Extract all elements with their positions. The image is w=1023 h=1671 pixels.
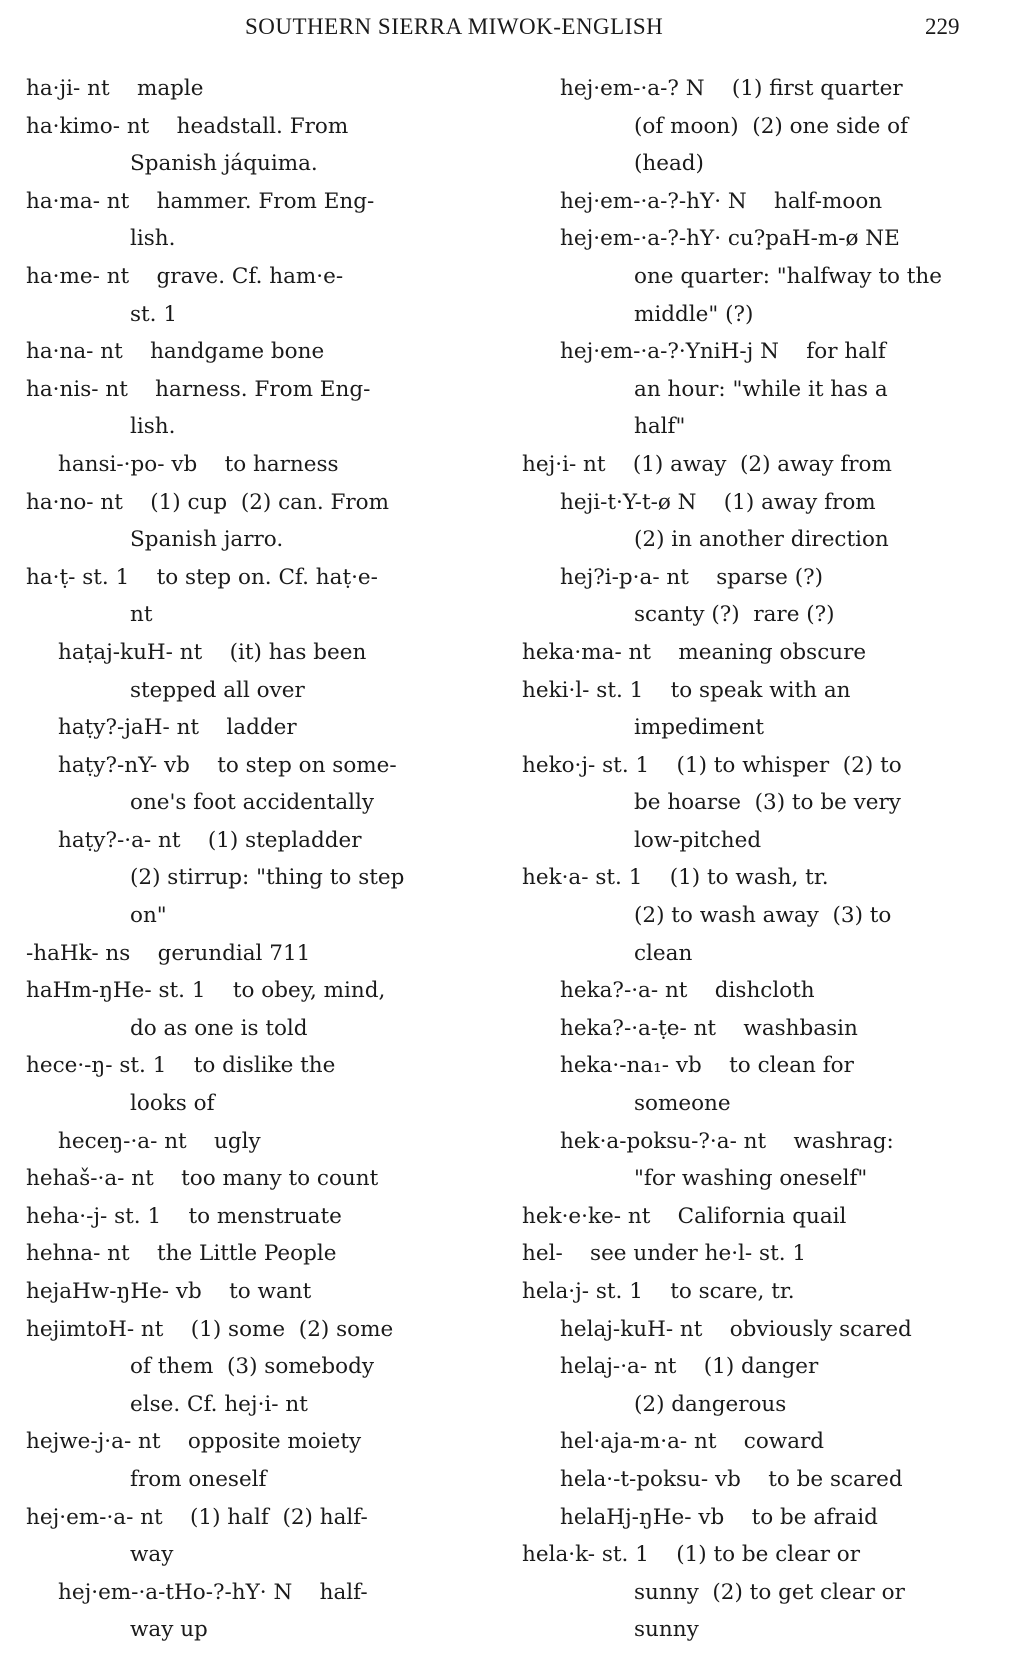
dictionary-subentry: [522, 559, 1002, 634]
entry-continuation: nt: [130, 602, 153, 628]
dictionary-subentry: [522, 484, 1002, 559]
entry-continuation: sunny: [634, 1617, 699, 1643]
entry-continuation: (2) dangerous: [634, 1391, 787, 1417]
dictionary-subentry: [26, 709, 496, 747]
entry-headline: ha·nis- nt harness. From Eng-: [26, 376, 371, 402]
dictionary-entry: [26, 108, 496, 183]
entry-headline: hece·-ŋ- st. 1 to dislike the: [26, 1053, 336, 1079]
dictionary-subentry: [522, 183, 1002, 221]
entry-headline: hej·i- nt (1) away (2) away from: [522, 451, 892, 477]
entry-continuation: sunny (2) to get clear or: [634, 1579, 905, 1605]
entry-continuation: low-pitched: [634, 827, 762, 853]
dictionary-entry: [522, 747, 1002, 860]
dictionary-entry: [26, 972, 496, 1047]
entry-headline: hehna- nt the Little People: [26, 1241, 337, 1267]
entry-headline: hej·em-·a-?-hY· N half-moon: [560, 188, 883, 214]
entry-headline: hejaHw-ŋHe- vb to want: [26, 1279, 312, 1304]
entry-headline: ha·ṭ- st. 1 to step on. Cf. haṭ·e-: [26, 564, 378, 590]
entry-headline: helaHj-ŋHe- vb to be afraid: [560, 1504, 878, 1530]
entry-continuation: way up: [130, 1617, 208, 1643]
entry-continuation: someone: [634, 1091, 731, 1117]
entry-headline: haṭy?-jaH- nt ladder: [58, 715, 297, 741]
entry-continuation: Spanish jáquima.: [130, 151, 318, 177]
entry-continuation: looks of: [130, 1091, 215, 1117]
dictionary-subentry: [26, 822, 496, 935]
entry-headline: hej·em-·a-?·YniH-j N for half: [560, 339, 886, 365]
dictionary-subentry: [522, 220, 1002, 333]
dictionary-entry: [522, 1198, 1002, 1236]
dictionary-entry: [522, 1536, 1002, 1649]
entry-continuation: be hoarse (3) to be very: [634, 790, 901, 816]
entry-headline: heji-t·Y-t-ø N (1) away from: [560, 489, 876, 515]
dictionary-subentry: [522, 1123, 1002, 1198]
dictionary-entry: [26, 1423, 496, 1498]
entry-continuation: one's foot accidentally: [130, 790, 375, 816]
dictionary-subentry: [522, 1461, 1002, 1499]
entry-continuation: one quarter: "halfway to the: [634, 263, 942, 289]
dictionary-subentry: [26, 1123, 496, 1161]
page-header: [0, 14, 1023, 48]
entry-headline: hejimtoH- nt (1) some (2) some: [26, 1316, 394, 1342]
entry-headline: heko·j- st. 1 (1) to whisper (2) to: [522, 752, 902, 778]
entry-continuation: way: [130, 1542, 174, 1568]
entry-continuation: an hour: "while it has a: [634, 376, 888, 402]
entry-continuation: st. 1: [130, 301, 178, 327]
running-title: SOUTHERN SIERRA MIWOK-ENGLISH: [245, 14, 664, 39]
entry-headline: hek·a-poksu-?·a- nt washrag:: [560, 1128, 894, 1154]
entry-continuation: (of moon) (2) one side of: [634, 113, 909, 139]
dictionary-subentry: [522, 1423, 1002, 1461]
entry-headline: hela·k- st. 1 (1) to be clear or: [522, 1542, 861, 1568]
entry-continuation: clean: [634, 940, 693, 966]
entry-headline: hel- see under he·l- st. 1: [522, 1241, 807, 1267]
entry-headline: hej·em-·a-? N (1) first quarter: [560, 76, 903, 101]
dictionary-subentry: [522, 1311, 1002, 1349]
entry-headline: hela·j- st. 1 to scare, tr.: [522, 1279, 795, 1304]
dictionary-entry: [26, 1311, 496, 1424]
dictionary-entry: [26, 1235, 496, 1273]
dictionary-entry: [26, 1499, 496, 1574]
dictionary-entry: [26, 484, 496, 559]
entry-headline: helaj-kuH- nt obviously scared: [560, 1316, 912, 1342]
dictionary-subentry: [26, 747, 496, 822]
entry-headline: heceŋ-·a- nt ugly: [58, 1128, 261, 1154]
dictionary-entry: [522, 1235, 1002, 1273]
entry-headline: haṭy?-nY- vb to step on some-: [58, 752, 397, 778]
entry-headline: ha·ma- nt hammer. From Eng-: [26, 188, 375, 214]
dictionary-entry: [26, 371, 496, 446]
entry-headline: haṭy?-·a- nt (1) stepladder: [58, 827, 362, 853]
entry-headline: hej?i-p·a- nt sparse (?): [560, 564, 824, 590]
entry-headline: heka?-·a-ṭe- nt washbasin: [560, 1015, 858, 1041]
dictionary-entry: [522, 672, 1002, 747]
dictionary-subentry: [522, 1010, 1002, 1048]
dictionary-subentry: [522, 1348, 1002, 1423]
entry-headline: haṭaj-kuH- nt (it) has been: [58, 639, 367, 665]
entry-continuation: Spanish jarro.: [130, 527, 284, 553]
dictionary-entry: [26, 935, 496, 973]
entry-headline: ha·no- nt (1) cup (2) can. From: [26, 489, 390, 515]
dictionary-entry: [26, 258, 496, 333]
entry-continuation: of them (3) somebody: [130, 1354, 374, 1380]
dictionary-entry: [522, 1273, 1002, 1311]
entry-continuation: (2) to wash away (3) to: [634, 903, 892, 929]
entry-headline: heka?-·a- nt dishcloth: [560, 978, 815, 1004]
entry-headline: hehaš-·a- nt too many to count: [26, 1166, 379, 1192]
entry-headline: hej·em-·a- nt (1) half (2) half-: [26, 1504, 368, 1530]
entry-continuation: from oneself: [130, 1466, 267, 1492]
entry-continuation: lish.: [130, 414, 176, 440]
entry-continuation: (2) stirrup: "thing to step: [130, 865, 405, 891]
dictionary-entry: [26, 1273, 496, 1311]
entry-continuation: impediment: [634, 715, 764, 741]
left-column: [26, 70, 496, 1649]
entry-headline: ha·na- nt handgame bone: [26, 339, 325, 365]
entry-continuation: half": [634, 414, 686, 440]
entry-continuation: stepped all over: [130, 677, 305, 703]
entry-headline: hel·aja-m·a- nt coward: [560, 1429, 825, 1455]
entry-headline: hek·a- st. 1 (1) to wash, tr.: [522, 865, 829, 891]
entry-headline: hela·-t-poksu- vb to be scared: [560, 1466, 903, 1492]
dictionary-subentry: [522, 333, 1002, 446]
entry-headline: haHm-ŋHe- st. 1 to obey, mind,: [26, 978, 386, 1004]
dictionary-entry: [26, 70, 496, 108]
entry-continuation: do as one is told: [130, 1015, 308, 1041]
entry-headline: ha·ji- nt maple: [26, 76, 204, 101]
dictionary-entry: [26, 183, 496, 258]
dictionary-subentry: [522, 1047, 1002, 1122]
entry-continuation: scanty (?) rare (?): [634, 602, 835, 628]
entry-headline: hejwe-j·a- nt opposite moiety: [26, 1429, 362, 1455]
entry-headline: heki·l- st. 1 to speak with an: [522, 677, 851, 703]
entry-continuation: else. Cf. hej·i- nt: [130, 1391, 308, 1417]
dictionary-entry: [522, 634, 1002, 672]
dictionary-subentry: [522, 972, 1002, 1010]
entry-continuation: (2) in another direction: [634, 527, 889, 553]
dictionary-subentry: [26, 634, 496, 709]
entry-continuation: "for washing oneself": [634, 1166, 868, 1192]
entry-continuation: (head): [634, 151, 704, 177]
entry-headline: hej·em-·a-tHo-?-hY· N half-: [58, 1579, 368, 1605]
right-column: [522, 70, 1002, 1649]
entry-headline: ha·kimo- nt headstall. From: [26, 113, 349, 139]
entry-headline: helaj-·a- nt (1) danger: [560, 1354, 819, 1380]
entry-headline: heka·ma- nt meaning obscure: [522, 639, 867, 665]
dictionary-entry: [26, 1047, 496, 1122]
dictionary-entry: [26, 1198, 496, 1236]
dictionary-entry: [26, 559, 496, 634]
entry-continuation: middle" (?): [634, 301, 754, 327]
dictionary-subentry: [26, 1574, 496, 1649]
dictionary-entry: [522, 446, 1002, 484]
dictionary-entry: [26, 333, 496, 371]
entry-headline: hansi-·po- vb to harness: [58, 451, 339, 477]
dictionary-subentry: [522, 1499, 1002, 1537]
entry-headline: -haHk- ns gerundial 711: [26, 940, 311, 966]
entry-headline: hek·e·ke- nt California quail: [522, 1203, 847, 1229]
dictionary-subentry: [26, 446, 496, 484]
dictionary-subentry: [522, 70, 1002, 183]
page-number: 229: [925, 14, 960, 39]
entry-continuation: on": [130, 903, 167, 929]
entry-headline: ha·me- nt grave. Cf. ham·e-: [26, 263, 344, 289]
entry-headline: hej·em-·a-?-hY· cu?paH-m-ø NE: [560, 226, 900, 252]
entry-headline: heka·-na₁- vb to clean for: [560, 1053, 854, 1079]
dictionary-entry: [26, 1160, 496, 1198]
entry-headline: heha·-j- st. 1 to menstruate: [26, 1203, 342, 1229]
entry-continuation: lish.: [130, 226, 176, 252]
dictionary-entry: [522, 859, 1002, 972]
